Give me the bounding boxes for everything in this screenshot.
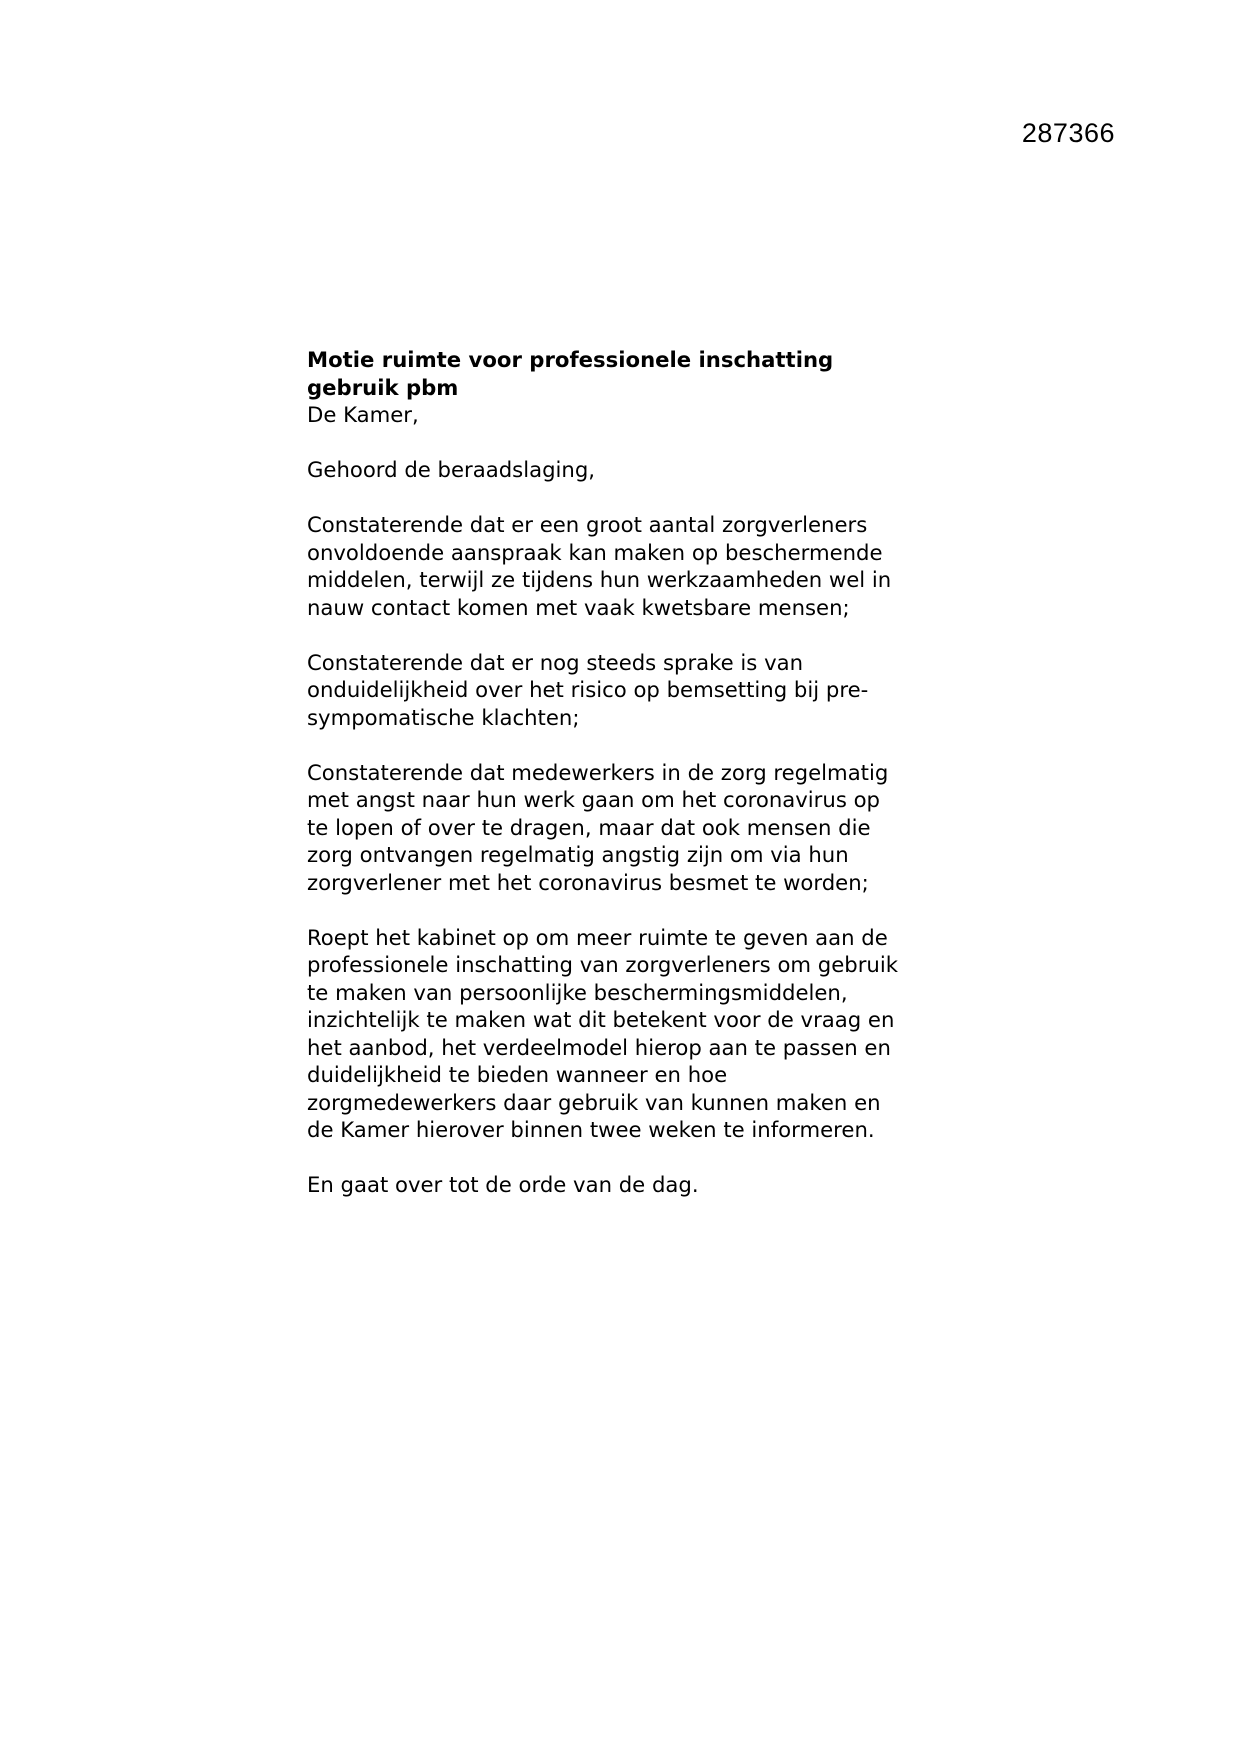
motion-title <box>307 346 907 401</box>
paragraph-line: duidelijkheid te bieden wanneer en hoe <box>307 1062 728 1087</box>
paragraph-line: onvoldoende aanspraak kan maken op beschermende <box>307 539 883 565</box>
paragraph-line: sympomatische klachten; <box>307 704 580 730</box>
paragraph-considering-1 <box>307 511 947 621</box>
paragraph-line: En gaat over tot de orde van de dag. <box>307 1172 699 1197</box>
paragraph-line: professionele inschatting van zorgverleners om gebruik <box>307 952 899 977</box>
paragraph-line: het aanbod, het verdeelmodel hierop aan te passen en <box>307 1034 891 1060</box>
motion-body <box>307 346 947 1199</box>
paragraph-deliberation <box>307 456 947 484</box>
paragraph-closing <box>307 1171 947 1199</box>
paragraph-line: nauw contact komen met vaak kwetsbare mensen; <box>307 594 850 620</box>
paragraph-line: Roept het kabinet op om meer ruimte te geven aan de <box>307 924 888 950</box>
paragraph-considering-2 <box>307 649 947 732</box>
paragraph-line: zorgverlener met het coronavirus besmet te worden; <box>307 869 869 895</box>
paragraph-line: te maken van persoonlijke beschermingsmiddelen, <box>307 979 848 1005</box>
paragraph-line: Constaterende dat er een groot aantal zorgverleners <box>307 512 868 537</box>
paragraph-line: onduidelijkheid over het risico op bemsetting bij pre- <box>307 677 869 702</box>
paragraph-line: zorgmedewerkers daar gebruik van kunnen maken en <box>307 1089 881 1115</box>
paragraph-line: Constaterende dat er nog steeds sprake is van <box>307 649 804 675</box>
paragraph-line: zorg ontvangen regelmatig angstig zijn om via hun <box>307 842 849 867</box>
addressee: De Kamer, <box>307 402 419 427</box>
title-line: gebruik pbm <box>307 374 459 400</box>
paragraph-line: te lopen of over te dragen, maar dat ook mensen die <box>307 814 871 840</box>
paragraph-line: de Kamer hierover binnen twee weken te informeren. <box>307 1117 875 1142</box>
paragraph-considering-3 <box>307 759 947 897</box>
document-number: 287366 <box>1021 118 1115 148</box>
paragraph-request <box>307 924 947 1144</box>
paragraph-line: met angst naar hun werk gaan om het coronavirus op <box>307 787 881 812</box>
paragraph-line: Gehoord de beraadslaging, <box>307 457 596 482</box>
title-line: Motie ruimte voor professionele inschatting <box>307 347 834 372</box>
paragraph-line: middelen, terwijl ze tijdens hun werkzaamheden wel in <box>307 567 892 592</box>
paragraph-line: Constaterende dat medewerkers in de zorg regelmatig <box>307 759 889 785</box>
paragraph-line: inzichtelijk te maken wat dit betekent voor de vraag en <box>307 1007 895 1032</box>
